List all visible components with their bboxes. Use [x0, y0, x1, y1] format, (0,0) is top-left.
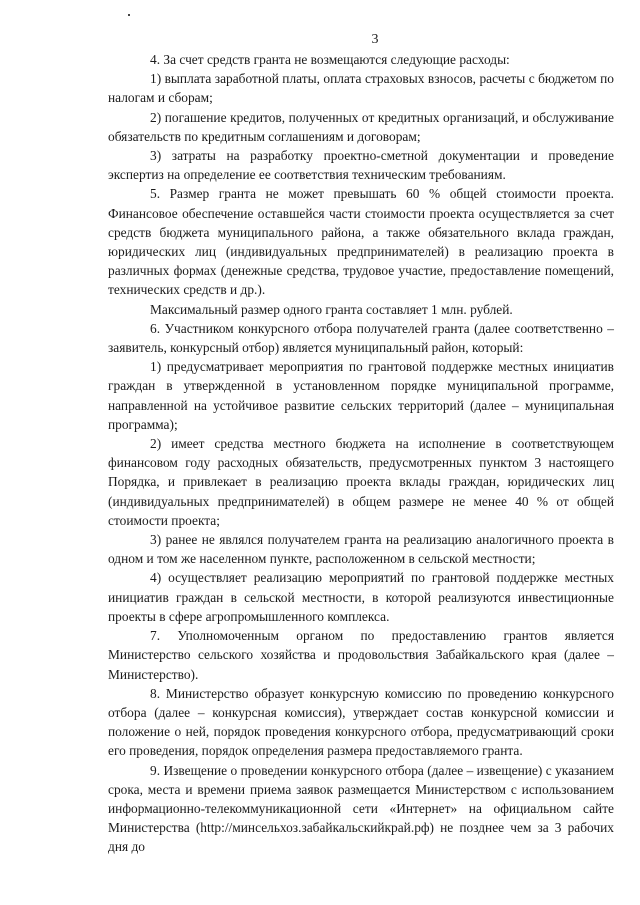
- paragraph-6: 6. Участником конкурсного отбора получателей гранта (далее соответственно – заявитель, конкурсный отбор) является муниципальный район, который:: [108, 320, 614, 356]
- paragraph-7: 7. Уполномоченным органом по предоставлению грантов является Министерство сельского хозяйства и продовольствия Забайкальского края (далее – Министерство).: [108, 628, 614, 682]
- paragraph-4-item-3: 3) затраты на разработку проектно-сметной документации и проведение экспертиз на определение ее соответствия техническим требованиям.: [108, 148, 614, 183]
- page-number: 3: [371, 32, 379, 47]
- paragraph-6-item-1: 1) предусматривает мероприятия по грантовой поддержке местных инициатив граждан в утвержденной в установленном порядке муниципальной программе, направленной на устойчивое развитие сельских территорий (далее – муниципальная программа);: [108, 359, 614, 432]
- paragraph-9: 9. Извещение о проведении конкурсного отбора (далее – извещение) с указанием срока, места и времени приема заявок размещается Министерством с использованием информационно-телекоммуникационной сети «Интернет» на официальном сайте Министерства (http://минсельхоз.забайкальскийкрай.рф) не позднее чем за 3 рабочих дня до: [108, 762, 614, 855]
- scan-mark: [128, 14, 130, 16]
- paragraph-8: 8. Министерство образует конкурсную комиссию по проведению конкурсного отбора (далее – конкурсная комиссия), утверждает состав конкурсной комиссии и положение о ней, порядок проведения конкурсного отбора, предусматривающий сроки его проведения, порядок определения размера предоставляемого гранта.: [108, 685, 614, 759]
- paragraph-6-item-3: 3) ранее не являлся получателем гранта на реализацию аналогичного проекта в одном и том же населенном пункте, расположенном в сельской местности;: [108, 532, 614, 567]
- paragraph-4-item-1: 1) выплата заработной платы, оплата страховых взносов, расчеты с бюджетом по налогам и сборам;: [108, 71, 614, 106]
- paragraph-4-item-2: 2) погашение кредитов, полученных от кредитных организаций, и обслуживание обязательств по кредитным соглашениям и договорам;: [108, 109, 614, 144]
- paragraph-6-item-4: 4) осуществляет реализацию мероприятий по грантовой поддержке местных инициатив граждан в сельской местности, в которой реализуются инвестиционные проекты в сфере агропромышленного комплекса.: [108, 570, 614, 624]
- document-body: [108, 50, 614, 857]
- paragraph-5-max-grant: Максимальный размер одного гранта составляет 1 млн. рублей.: [150, 301, 513, 317]
- paragraph-5: 5. Размер гранта не может превышать 60 % общей стоимости проекта. Финансовое обеспечение оставшейся части стоимости проекта осуществляется за счет средств бюджета муниципального района, а также обязательного вклада граждан, юридических лиц (индивидуальных предпринимателей) в реализацию проекта в различных формах (денежные средства, трудовое участие, предоставление помещений, технических средств и др.).: [108, 186, 614, 298]
- paragraph-6-item-2: 2) имеет средства местного бюджета на исполнение в соответствующем финансовом году расходных обязательств, предусмотренных пунктом 3 настоящего Порядка, и привлекает в реализацию проекта вклады граждан, юридических лиц (индивидуальных предпринимателей) в общем размере не менее 40 % от общей стоимости проекта;: [108, 436, 614, 528]
- paragraph-4-heading: 4. За счет средств гранта не возмещаются следующие расходы:: [150, 52, 510, 67]
